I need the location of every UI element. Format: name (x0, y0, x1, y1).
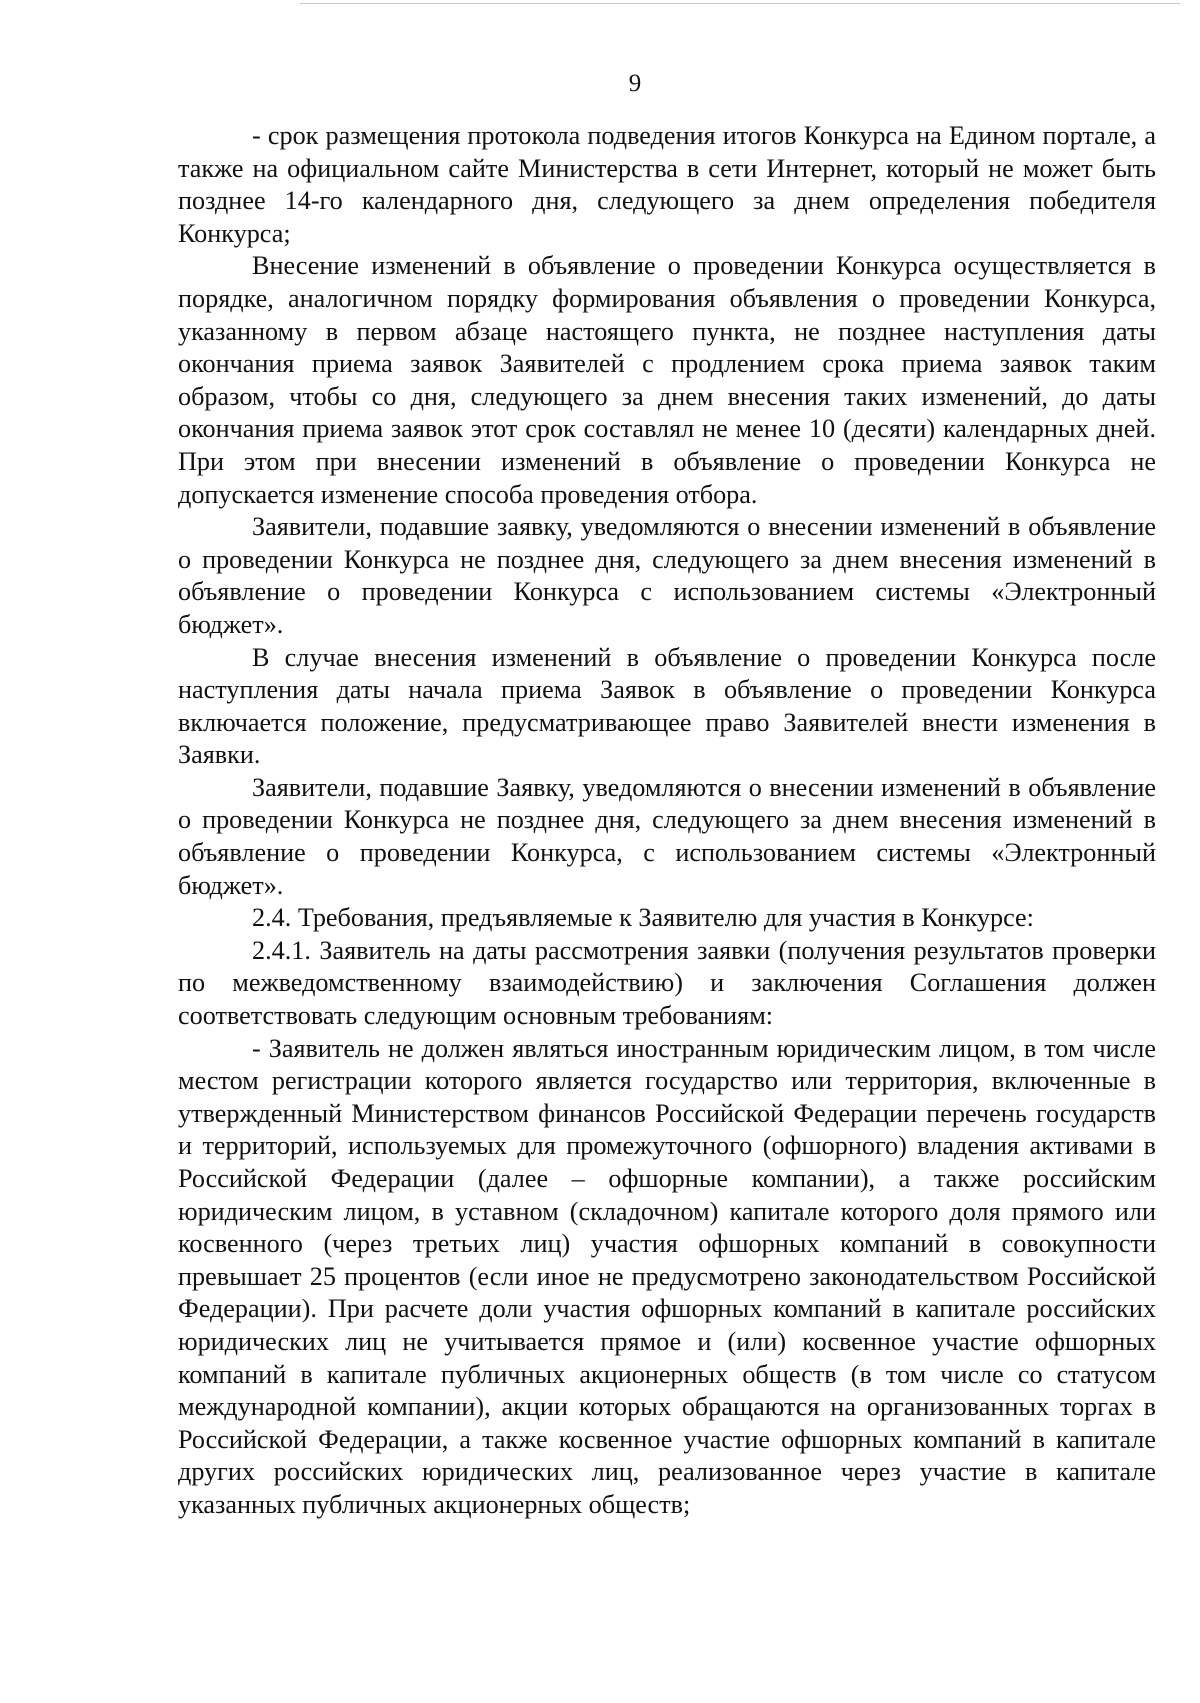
paragraph-6: 2.4. Требования, предъявляемые к Заявителю для участия в Конкурсе: (252, 903, 1034, 933)
paragraph-2: Внесение изменений в объявление о проведении Конкурса осуществляется в порядке, аналогичном порядку формирования объявления о проведении Конкурса, указанному в первом абзаце настоящего пункта, не позднее наступления даты окончания приема заявок Заявителей с продлением срока приема заявок таким образом, чтобы со дня, следующего за днем внесения таких изменений, до даты окончания приема заявок этот срок составлял не менее 10 (десяти) календарных дней. При этом при внесении изменений в объявление о проведении Конкурса не допускается изменение способа проведения отбора. (178, 251, 1156, 509)
paragraph-8: - Заявитель не должен являться иностранным юридическим лицом, в том числе местом регистрации которого является государство или территория, включенные в утвержденный Министерством финансов Российской Федерации перечень государств и территорий, используемых для промежуточного (офшорного) владения активами в Российской Федерации (далее – офшорные компании), а также российским юридическим лицом, в уставном (складочном) капитале которого доля прямого или косвенного (через третьих лиц) участия офшорных компаний в совокупности превышает 25 процентов (если иное не предусмотрено законодательством Российской Федерации). При расчете доли участия офшорных компаний в капитале российских юридических лиц не учитывается прямое и (или) косвенное участие офшорных компаний в капитале публичных акционерных обществ (в том числе со статусом международной компании), акции которых обращаются на организованных торгах в Российской Федерации, а также косвенное участие офшорных компаний в капитале других российских юридических лиц, реализованное через участие в капитале указанных публичных акционерных обществ; (178, 1033, 1156, 1519)
document-body (178, 120, 1156, 1522)
paragraph-5: Заявители, подавшие Заявку, уведомляются о внесении изменений в объявление о проведении Конкурса не позднее дня, следующего за днем внесения изменений в объявление о проведении Конкурса, с использованием системы «Электронный бюджет». (178, 772, 1156, 900)
paragraph-1: - срок размещения протокола подведения итогов Конкурса на Едином портале, а также на официальном сайте Министерства в сети Интернет, который не может быть позднее 14-го календарного дня, следующего за днем определения победителя Конкурса; (178, 121, 1156, 248)
page-number: 9 (628, 70, 642, 97)
paragraph-3: Заявители, подавшие заявку, уведомляются о внесении изменений в объявление о проведении Конкурса не позднее дня, следующего за днем внесения изменений в объявление о проведении Конкурса с использованием системы «Электронный бюджет». (178, 512, 1156, 639)
paragraph-4: В случае внесения изменений в объявление о проведении Конкурса после наступления даты начала приема Заявок в объявление о проведении Конкурса включается положение, предусматривающее право Заявителей внести изменения в Заявки. (178, 642, 1156, 770)
paragraph-7: 2.4.1. Заявитель на даты рассмотрения заявки (получения результатов проверки по межведомственному взаимодействию) и заключения Соглашения должен соответствовать следующим основным требованиям: (178, 935, 1156, 1031)
top-edge-line (300, 3, 1180, 4)
